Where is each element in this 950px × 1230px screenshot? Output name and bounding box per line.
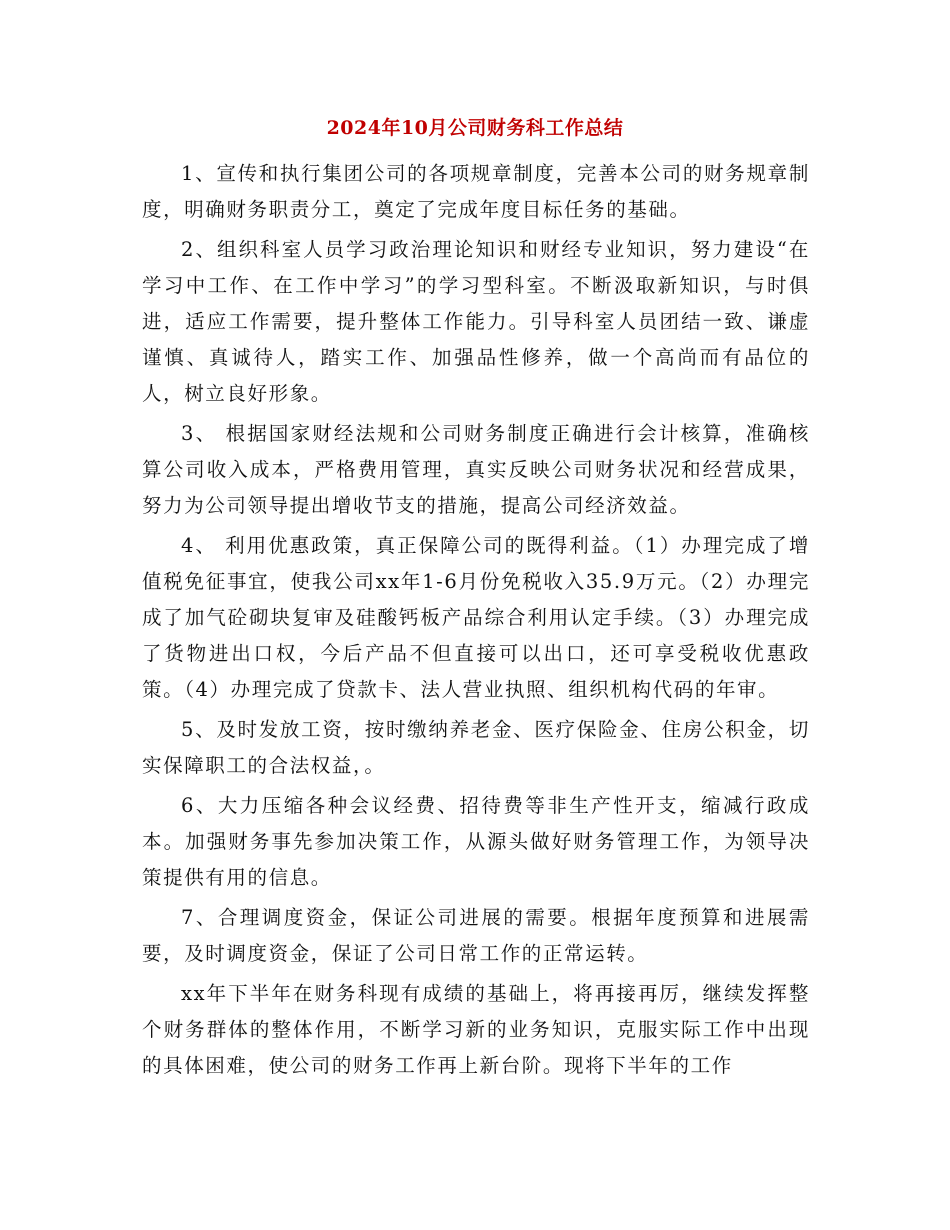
paragraph-8: xx年下半年在财务科现有成绩的基础上，将再接再厉，继续发挥整个财务群体的整体作用，不断学习新的业务知识，克服实际工作中出现的具体困难，使公司的财务工作再上新台阶。现将下半年的工作 xyxy=(142,982,810,1077)
document-body xyxy=(142,156,810,1088)
paragraph-4: 4、 利用优惠政策，真正保障公司的既得利益。（1）办理完成了增值税免征事宜，使我公司xx年1-6月份免税收入35.9万元。（2）办理完成了加气砼砌块复审及硅酸钙板产品综合利用认定手续。（3）办理完成了货物进出口权，今后产品不但直接可以出口，还可享受税收优惠政策。（4）办理完成了贷款卡、法人营业执照、组织机构代码的年审。 xyxy=(142,534,810,701)
paragraph-2: 2、组织科室人员学习政治理论知识和财经专业知识，努力建设“在学习中工作、在工作中学习”的学习型科室。不断汲取新知识，与时俱进，适应工作需要，提升整体工作能力。引导科室人员团结一致、谦虚谨慎、真诚待人，踏实工作、加强品性修养，做一个高尚而有品位的人，树立良好形象。 xyxy=(142,238,810,405)
paragraph-6: 6、大力压缩各种会议经费、招待费等非生产性开支，缩减行政成本。加强财务事先参加决策工作，从源头做好财务管理工作，为领导决策提供有用的信息。 xyxy=(142,794,810,889)
paragraph-3: 3、 根据国家财经法规和公司财务制度正确进行会计核算，准确核算公司收入成本，严格费用管理，真实反映公司财务状况和经营成果，努力为公司领导提出增收节支的措施，提高公司经济效益。 xyxy=(142,422,810,517)
paragraph-1: 1、宣传和执行集团公司的各项规章制度，完善本公司的财务规章制度，明确财务职责分工，奠定了完成年度目标任务的基础。 xyxy=(142,162,810,221)
paragraph-5: 5、及时发放工资，按时缴纳养老金、医疗保险金、住房公积金，切实保障职工的合法权益，。 xyxy=(142,718,810,777)
document-title: 2024年10月公司财务科工作总结 xyxy=(326,117,624,139)
paragraph-7: 7、合理调度资金，保证公司进展的需要。根据年度预算和进展需要，及时调度资金，保证了公司日常工作的正常运转。 xyxy=(142,906,810,965)
